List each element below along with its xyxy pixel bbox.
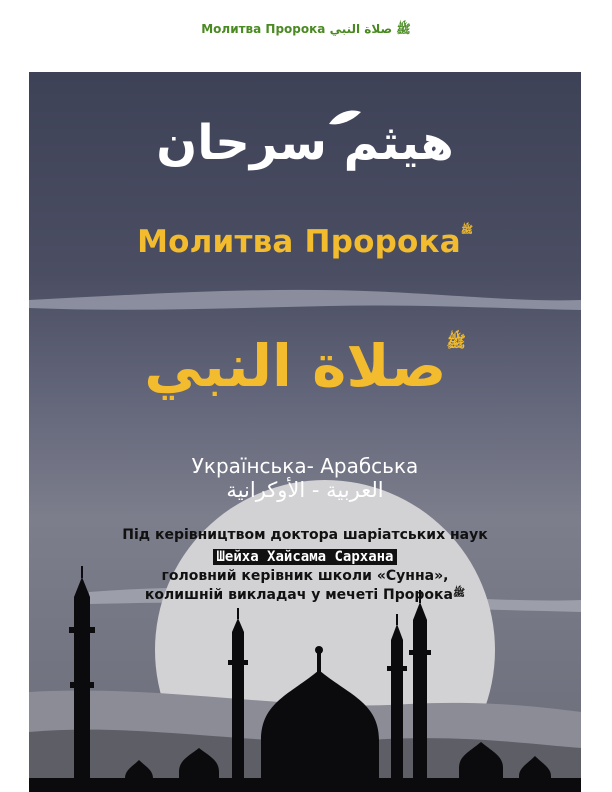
- cover-title-arabic-text: صلاة النبي: [144, 332, 447, 400]
- cover-title-ukrainian: [29, 224, 581, 260]
- language-label-arabic: العربية - الأوكرانية: [226, 478, 384, 502]
- salawat-symbol: ﷺ: [460, 225, 473, 236]
- logo-text: هيثم سرحان: [156, 115, 454, 171]
- logo: [29, 108, 581, 178]
- supervision-line: Під керівництвом доктора шаріатських наук: [122, 527, 488, 543]
- page-header-title: Молитва Пророка ﷺ صلاة النبي: [201, 22, 411, 36]
- position-line: головний керівник школи «Сунна»,: [161, 568, 449, 584]
- former-teacher-line: [29, 587, 581, 603]
- cover-title-arabic: [29, 332, 581, 400]
- sheikh-name: Шейха Хайсама Сархана: [213, 549, 396, 565]
- language-label-ukrainian: Українська- Арабська: [191, 454, 419, 478]
- cloud-band: [29, 290, 581, 310]
- cover-background-art: [29, 72, 581, 792]
- book-cover: [29, 72, 581, 792]
- former-teacher-text: колишній викладач у мечеті Пророка: [144, 587, 453, 603]
- salawat-symbol: ﷺ: [453, 588, 466, 599]
- salawat-symbol: ﷺ: [446, 332, 466, 351]
- cover-title-ukrainian-text: Молитва Пророка: [137, 224, 461, 260]
- sheikh-name-line: [29, 549, 581, 565]
